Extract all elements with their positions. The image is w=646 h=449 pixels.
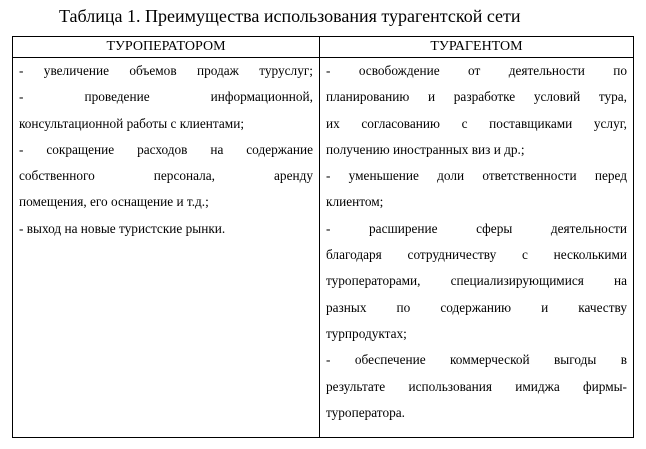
- list-item: - расширение сферы деятельности: [326, 220, 627, 236]
- list-item: - обеспечение коммерческой выгоды в: [326, 352, 627, 368]
- list-item: туроператорами, специализирующимися на: [326, 273, 627, 289]
- list-item: - уменьшение доли ответственности перед: [326, 168, 627, 184]
- table-header-row: [13, 37, 634, 58]
- list-item: - выход на новые туристские рынки.: [19, 220, 226, 236]
- list-item: - проведение информационной,: [19, 89, 313, 105]
- list-item: благодаря сотрудничеству с несколькими: [326, 247, 627, 263]
- list-item: помещения, его оснащение и т.д.;: [19, 194, 209, 210]
- list-item: получению иностранных виз и др.;: [326, 141, 525, 157]
- list-item: турпродуктах;: [326, 325, 407, 341]
- list-item: их согласованию с поставщиками услуг,: [326, 115, 627, 131]
- list-item: клиентом;: [326, 194, 384, 210]
- list-item: собственного персонала, аренду: [19, 168, 313, 184]
- header-travel-agent: ТУРАГЕНТОМ: [320, 37, 634, 58]
- list-item: туроператора.: [326, 404, 405, 420]
- list-item: результате использования имиджа фирмы-: [326, 378, 627, 394]
- list-item: разных по содержанию и качеству: [326, 299, 627, 315]
- header-touroperator: ТУРОПЕРАТОРОМ: [13, 37, 320, 58]
- list-item: - освобождение от деятельности по: [326, 63, 627, 78]
- table-caption: Таблица 1. Преимущества использования турагентской сети: [59, 6, 521, 26]
- list-item: планированию и разработке условий тура,: [326, 89, 627, 105]
- list-item: - увеличение объемов продаж туруслуг;: [19, 63, 313, 78]
- list-item: - сокращение расходов на содержание: [19, 141, 313, 157]
- list-item: консультационной работы с клиентами;: [19, 115, 245, 131]
- table-row: [13, 58, 634, 438]
- touroperator-advantages-cell: [13, 58, 320, 438]
- travel-agent-advantages-cell: [320, 58, 634, 438]
- advantages-table: [12, 36, 634, 438]
